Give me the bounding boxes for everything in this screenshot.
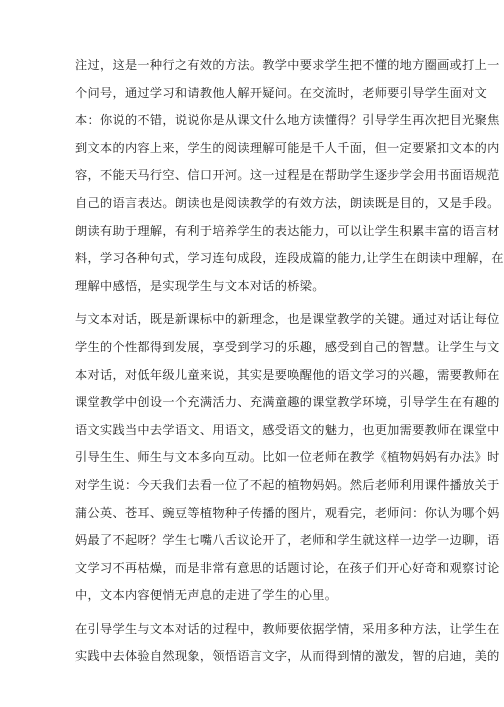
text-line: 实践中去体验自然现象，领悟语言文字，从而得到情的激发，智的启迪，美的: [75, 649, 500, 664]
text-line: 自己的语言表达。朗读也是阅读教学的有效方法，朗读既是目的，又是手段。: [75, 195, 500, 210]
text-line: 本对话，对低年级儿童来说，其实是要唤醒他的语文学习的兴趣，需要教师在: [75, 367, 500, 382]
text-line: 容，不能天马行空、信口开河。这一过程是在帮助学生逐步学会用书面语规范: [75, 168, 500, 183]
text-line: 课堂教学中创设一个充满活力、充满童趣的课堂教学环境，引导学生在有趣的: [75, 395, 500, 410]
text-line: 语文实践当中去学语文、用语文，感受语文的魅力，也更加需要教师在课堂中: [75, 422, 500, 437]
text-line: 注过，这是一种行之有效的方法。教学中要求学生把不懂的地方圈画或打上一: [75, 58, 500, 72]
paragraph-1: [75, 52, 504, 300]
text-line: 本：你说的不错，说说你是从课文什么地方读懂得？引导学生再次把目光聚焦: [75, 113, 500, 128]
text-line: 料，学习各种句式，学习连句成段，连段成篇的能力,让学生在朗读中理解，在: [75, 251, 504, 266]
text-line: 引导生生、师生与文本多向互动。比如一位老师在教学《植物妈妈有办法》时: [75, 450, 500, 465]
text-line: 到文本的内容上来，学生的阅读理解可能是千人千面，但一定要紧扣文本的内: [75, 140, 500, 155]
text-line: 朗读有助于理解，有利于培养学生的表达能力，可以让学生积累丰富的语言材: [75, 223, 500, 238]
text-line: 理解中感悟，是实现学生与文本对话的桥梁。: [75, 278, 325, 293]
text-line: 与文本对话，既是新课标中的新理念，也是课堂教学的关键。通过对话让每位: [75, 312, 500, 327]
text-line: 在引导学生与文本对话的过程中，教师要依据学情，采用多种方法，让学生在: [75, 621, 500, 636]
text-line: 对学生说：今天我们去看一位了不起的植物妈妈。然后老师利用课件播放关于: [75, 477, 500, 492]
text-line: 妈最了不起呀？学生七嘴八舌议论开了，老师和学生就这样一边学一边聊，语: [75, 533, 500, 548]
text-line: 个问号，通过学习和请教他人解开疑问。在交流时，老师要引导学生面对文: [75, 85, 488, 100]
document-page: [75, 52, 504, 671]
text-line: 文学习不再枯燥，而是非常有意思的话题讨论，在孩子们开心好奇和观察讨论: [75, 560, 500, 575]
paragraph-2: [75, 306, 500, 610]
text-line: 学生的个性都得到发展，享受到学习的乐趣，感受到自己的智慧。让学生与文: [75, 339, 500, 354]
text-line: 中，文本内容便悄无声息的走进了学生的心里。: [75, 588, 338, 603]
text-line: 蒲公英、苍耳、豌豆等植物种子传播的图片，观看完，老师问：你认为哪个妈: [75, 505, 500, 520]
paragraph-3: [75, 616, 500, 671]
